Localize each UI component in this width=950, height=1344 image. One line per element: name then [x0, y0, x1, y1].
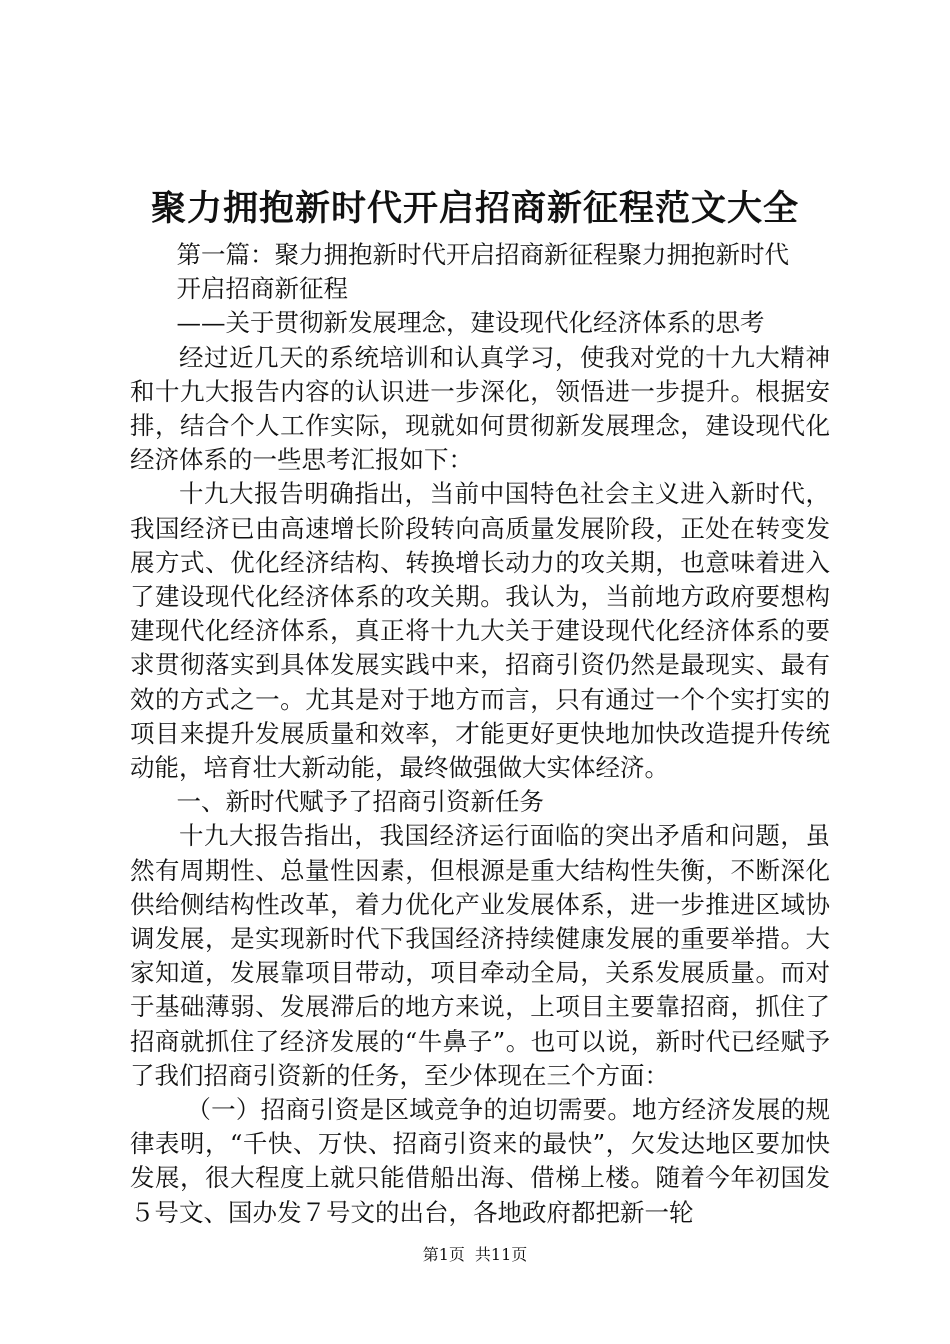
page-number: 第1页 — [422, 1245, 465, 1264]
section-1-heading: 一、新时代赋予了招商引资新任务 — [176, 787, 545, 817]
tagline: ——关于贯彻新发展理念，建设现代化经济体系的思考 — [176, 308, 765, 338]
paragraph-intro: 经过近几天的系统培训和认真学习，使我对党的十九大精神和十九大报告内容的认识进一步深化，领悟进一步提升。根据安排，结合个人工作实际，现就如何贯彻新发展理念，建设现代化经济体系的一些思考汇报如下： — [130, 342, 830, 475]
paragraph-2: 十九大报告明确指出，当前中国特色社会主义进入新时代，我国经济已由高速增长阶段转向高质量发展阶段，正处在转变发展方式、优化经济结构、转换增长动力的攻关期，也意味着进入了建设现代化经济体系的攻关期。我认为，当前地方政府要想构建现代化经济体系，真正将十九大关于建设现代化经济体系的要求贯彻落实到具体发展实践中来，招商引资仍然是最现实、最有效的方式之一。尤其是对于地方而言，只有通过一个个实打实的项目来提升发展质量和效率，才能更好更快地加快改造提升传统动能，培育壮大新动能，最终做强做大实体经济。 — [130, 479, 830, 783]
document-title: 聚力拥抱新时代开启招商新征程范文大全 — [150, 188, 799, 229]
subtitle-line-2: 开启招商新征程 — [176, 274, 349, 304]
document-body — [130, 238, 830, 1230]
page-total: 共11页 — [474, 1245, 528, 1264]
page-footer — [0, 1243, 950, 1267]
paragraph-4: （一）招商引资是区域竞争的迫切需要。地方经济发展的规律表明，“千快、万快、招商引资来的最快”，欠发达地区要加快发展，很大程度上就只能借船出海、借梯上楼。随着今年初国发５号文、国办发７号文的出台，各地政府都把新一轮 — [130, 1095, 830, 1227]
subtitle-line-1: 第一篇：聚力拥抱新时代开启招商新征程聚力拥抱新时代 — [176, 240, 790, 269]
paragraph-3: 十九大报告指出，我国经济运行面临的突出矛盾和问题，虽然有周期性、总量性因素，但根源是重大结构性失衡，不断深化供给侧结构性改革，着力优化产业发展体系，进一步推进区域协调发展，是实现新时代下我国经济持续健康发展的重要举措。大家知道，发展靠项目带动，项目牵动全局，关系发展质量。而对于基础薄弱、发展滞后的地方来说，上项目主要靠招商，抓住了招商就抓住了经济发展的“牛鼻子”。也可以说，新时代已经赋予了我们招商引资新的任务，至少体现在三个方面： — [130, 821, 830, 1090]
